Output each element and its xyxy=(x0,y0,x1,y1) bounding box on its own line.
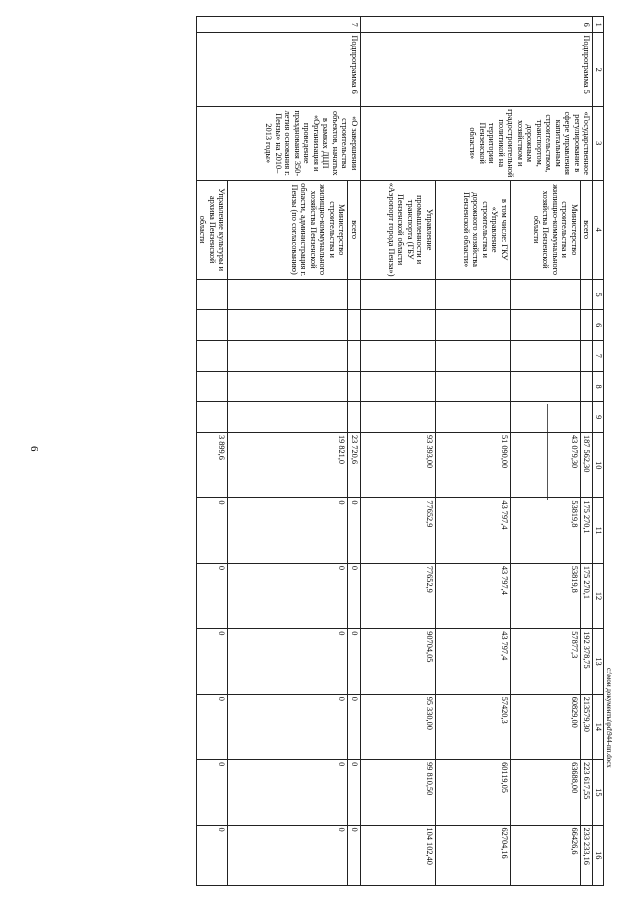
value-cell: 0 xyxy=(228,629,348,694)
empty-cell xyxy=(510,310,580,341)
empty-cell xyxy=(580,402,593,433)
col-header: 10 xyxy=(593,433,604,498)
executor-cell: Министерство строительства и жилищно-коммунального хозяйства Пензенской области xyxy=(510,180,580,279)
empty-cell xyxy=(360,402,435,433)
col-header: 1 xyxy=(593,17,604,33)
value-cell: 43 797,4 xyxy=(435,498,510,563)
value-cell: 19 821,0 xyxy=(228,433,348,498)
value-cell: 43 797,4 xyxy=(435,629,510,694)
empty-cell xyxy=(348,341,361,372)
subprogram-title-cell: «О завершении строительства объектов, начатых в рамках ДЦП «Организация и проведение празднования 350-летия основания г. Пензы» на 2010–2013 годы» xyxy=(196,106,360,180)
empty-cell xyxy=(580,371,593,402)
col-header: 9 xyxy=(593,402,604,433)
value-cell: 0 xyxy=(228,760,348,825)
budget-table xyxy=(196,16,604,886)
subprogram-cell: Подпрограмма 6 xyxy=(196,33,360,107)
col-header: 5 xyxy=(593,279,604,310)
executor-cell: всего xyxy=(348,180,361,279)
value-cell: 93 393,00 xyxy=(360,433,435,498)
empty-cell xyxy=(348,402,361,433)
empty-cell xyxy=(228,371,348,402)
empty-cell xyxy=(348,371,361,402)
empty-cell xyxy=(360,341,435,372)
value-cell: 223 617,55 xyxy=(580,760,593,825)
col-header: 3 xyxy=(593,106,604,180)
value-cell: 57877,3 xyxy=(510,629,580,694)
footer-file-path: c:\мои документы\pd\944-пп.docx xyxy=(605,668,613,768)
value-cell: 0 xyxy=(348,694,361,759)
value-cell: 51 090,00 xyxy=(435,433,510,498)
empty-cell xyxy=(360,279,435,310)
empty-cell xyxy=(196,310,228,341)
empty-cell xyxy=(510,371,580,402)
value-cell: 192 378,75 xyxy=(580,629,593,694)
table-row xyxy=(580,17,593,886)
value-cell: 175 270,1 xyxy=(580,563,593,628)
col-header: 11 xyxy=(593,498,604,563)
empty-cell xyxy=(580,279,593,310)
empty-cell xyxy=(196,279,228,310)
empty-cell xyxy=(435,310,510,341)
col-header: 15 xyxy=(593,760,604,825)
value-cell: 77652,9 xyxy=(360,498,435,563)
value-cell: 95 330,00 xyxy=(360,694,435,759)
col-header: 13 xyxy=(593,629,604,694)
empty-cell xyxy=(228,341,348,372)
value-cell: 23 720,6 xyxy=(348,433,361,498)
empty-cell xyxy=(510,279,580,310)
value-cell: 63688,00 xyxy=(510,760,580,825)
empty-cell xyxy=(196,371,228,402)
value-cell: 53819,8 xyxy=(510,563,580,628)
budget-table-wrapper xyxy=(86,16,604,886)
col-header: 12 xyxy=(593,563,604,628)
executor-cell: в том числе: ГКУ «Управление строительства и дорожного хозяйства Пензенской области» xyxy=(435,180,510,279)
value-cell: 0 xyxy=(196,825,228,885)
value-cell: 90704,05 xyxy=(360,629,435,694)
value-cell: 0 xyxy=(196,694,228,759)
value-cell: 3 899,6 xyxy=(196,433,228,498)
value-cell: 233 233,16 xyxy=(580,825,593,885)
table-row xyxy=(348,17,361,886)
value-cell: 0 xyxy=(196,760,228,825)
empty-cell xyxy=(348,310,361,341)
col-header: 6 xyxy=(593,310,604,341)
value-cell: 0 xyxy=(228,563,348,628)
executor-cell: Управление культуры и архива Пензенской области xyxy=(196,180,228,279)
col-header: 14 xyxy=(593,694,604,759)
value-cell: 99 810,50 xyxy=(360,760,435,825)
value-cell: 0 xyxy=(228,694,348,759)
empty-cell xyxy=(435,402,510,433)
value-cell: 187 562,30 xyxy=(580,433,593,498)
subprogram-title-cell: «Государственное регулирование в сфере управления капитальным строительством, транспортом, дорожным хозяйством и градостроительной политикой на территории Пензенской области» xyxy=(360,106,593,180)
empty-cell xyxy=(510,402,580,433)
value-cell: 0 xyxy=(228,825,348,885)
value-cell: 60829,00 xyxy=(510,694,580,759)
empty-cell xyxy=(228,402,348,433)
empty-cell xyxy=(360,310,435,341)
value-cell: 43 797,4 xyxy=(435,563,510,628)
empty-cell xyxy=(196,402,228,433)
value-cell: 60119,05 xyxy=(435,760,510,825)
row-number-cell: 6 xyxy=(360,17,593,33)
empty-cell xyxy=(580,310,593,341)
executor-cell: всего xyxy=(580,180,593,279)
page-number: 6 xyxy=(28,446,40,452)
empty-cell xyxy=(580,341,593,372)
empty-cell xyxy=(348,279,361,310)
value-cell: 213579,30 xyxy=(580,694,593,759)
value-cell: 77652,9 xyxy=(360,563,435,628)
empty-cell xyxy=(510,341,580,372)
row-number-cell: 7 xyxy=(196,17,360,33)
value-cell: 0 xyxy=(196,629,228,694)
executor-cell: Управление промышленности и транспорта (ГБУ Пензенской области «Аэропорт города Пенза») xyxy=(360,180,435,279)
col-header: 7 xyxy=(593,341,604,372)
col-header: 4 xyxy=(593,180,604,279)
executor-cell: Министерство строительства и жилищно-коммунального хозяйства Пензенской области, администрация г. Пензы (по согласованию) xyxy=(228,180,348,279)
column-number-row xyxy=(593,17,604,886)
value-cell: 0 xyxy=(348,563,361,628)
value-cell: 0 xyxy=(348,498,361,563)
empty-cell xyxy=(360,371,435,402)
value-cell: 0 xyxy=(348,760,361,825)
empty-cell xyxy=(228,310,348,341)
value-cell: 104 102,40 xyxy=(360,825,435,885)
col-header: 8 xyxy=(593,371,604,402)
col-header: 2 xyxy=(593,33,604,107)
value-cell: 0 xyxy=(196,498,228,563)
empty-cell xyxy=(228,279,348,310)
value-cell: 0 xyxy=(348,629,361,694)
value-cell: 0 xyxy=(228,498,348,563)
value-cell: 175 270,1 xyxy=(580,498,593,563)
col-header: 16 xyxy=(593,825,604,885)
value-cell: 66426,6 xyxy=(510,825,580,885)
empty-cell xyxy=(435,371,510,402)
value-cell: 43 079,30 xyxy=(510,433,580,498)
value-cell: 0 xyxy=(348,825,361,885)
value-cell: 53819,8 xyxy=(510,498,580,563)
value-cell: 0 xyxy=(196,563,228,628)
empty-cell xyxy=(196,341,228,372)
empty-cell xyxy=(435,341,510,372)
empty-cell xyxy=(435,279,510,310)
subprogram-cell: Подпрограмма 5 xyxy=(360,33,593,107)
value-cell: 57420,3 xyxy=(435,694,510,759)
value-cell: 62704,16 xyxy=(435,825,510,885)
